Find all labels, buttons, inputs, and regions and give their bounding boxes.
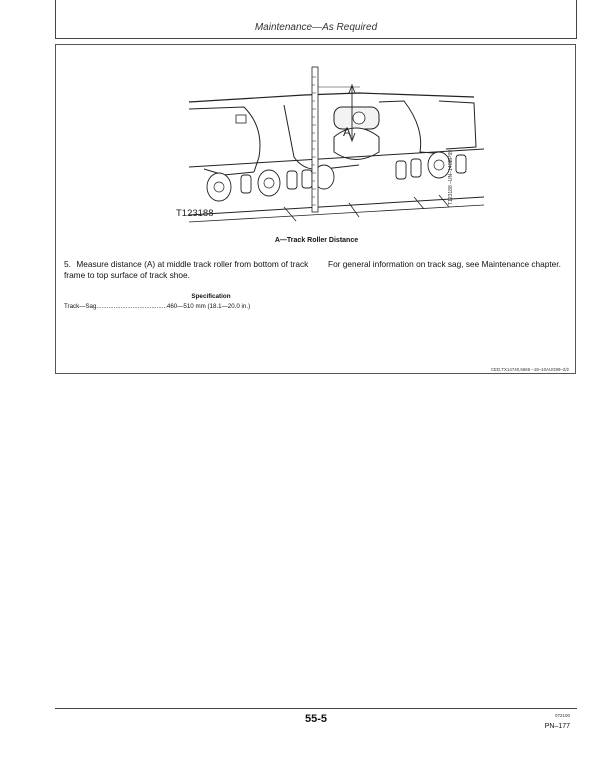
track-roller-illustration	[184, 57, 484, 227]
page-header-title: Maintenance—As Required	[254, 22, 378, 33]
footer-pn-code: PN–177	[544, 723, 570, 730]
page-number: 55-5	[304, 713, 328, 725]
step-five	[64, 259, 309, 281]
figure-caption: A—Track Roller Distance	[274, 237, 359, 244]
track-sag-spec: Track—Sag.........................................460—510 mm (18.1—20.0 in.)	[64, 303, 251, 310]
dimension-label-a: A	[343, 125, 352, 139]
figure-number: T123188	[176, 208, 214, 219]
specification-title: Specification	[191, 293, 231, 300]
step-text: Measure distance (A) at middle track roller from bottom of track frame to top surface of track shoe.	[64, 259, 309, 280]
document-reference-code: CED,TX14740,6666 –19–10AUG99–2/2	[490, 367, 569, 372]
general-info-note: For general information on track sag, see Maintenance chapter.	[328, 259, 561, 269]
header-divider	[55, 38, 577, 39]
footer-divider	[55, 708, 577, 709]
figure-side-code: T123188 –UN–14SEP99	[448, 149, 454, 205]
procedure-panel	[55, 44, 576, 374]
step-number: 5.	[64, 259, 71, 269]
footer-date-code: 072100	[554, 713, 570, 718]
